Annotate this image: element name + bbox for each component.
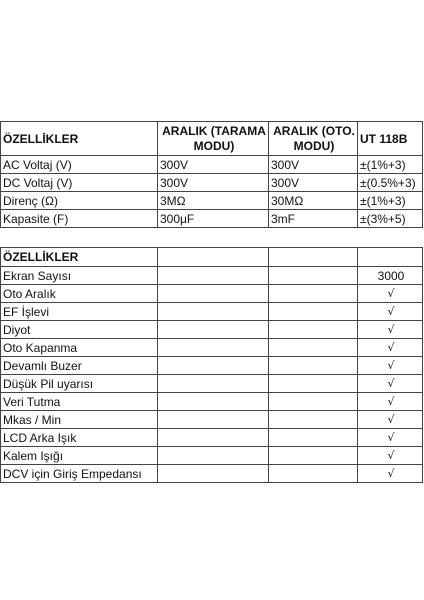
check-mark: √ (358, 303, 423, 321)
check-mark: √ (358, 465, 423, 483)
feature-label: Mkas / Min (1, 411, 158, 429)
empty-cell (158, 393, 269, 411)
accuracy-value: ±(1%+3) (358, 192, 423, 210)
accuracy-value: ±(0.5%+3) (358, 174, 423, 192)
header-range-auto: ARALIK (OTO. MODU) (269, 122, 358, 156)
empty-cell (269, 303, 358, 321)
range-auto-value: 300V (269, 156, 358, 174)
empty-cell (158, 285, 269, 303)
header-model: UT 118B (358, 122, 423, 156)
check-mark: √ (358, 393, 423, 411)
header-range-scan: ARALIK (TARAMA MODU) (158, 122, 269, 156)
table-row (1, 429, 423, 447)
table-row (1, 321, 423, 339)
empty-cell (269, 267, 358, 285)
table-row (1, 465, 423, 483)
empty-cell (269, 411, 358, 429)
table-header-row (1, 248, 423, 267)
feature-label: Diyot (1, 321, 158, 339)
empty-cell (158, 248, 269, 267)
range-auto-value: 300V (269, 174, 358, 192)
specs-range-table (0, 121, 423, 228)
accuracy-value: ±(3%+5) (358, 210, 423, 228)
table-header-row (1, 122, 423, 156)
empty-cell (158, 375, 269, 393)
check-mark: √ (358, 411, 423, 429)
empty-cell (269, 321, 358, 339)
feature-value: 3000 (358, 267, 423, 285)
feature-label: Kalem Işığı (1, 447, 158, 465)
table-row (1, 393, 423, 411)
table-row (1, 357, 423, 375)
header-features: ÖZELLİKLER (1, 122, 158, 156)
feature-label: Ekran Sayısı (1, 267, 158, 285)
table-row (1, 303, 423, 321)
empty-cell (269, 429, 358, 447)
range-scan-value: 3MΩ (158, 192, 269, 210)
empty-cell (269, 339, 358, 357)
accuracy-value: ±(1%+3) (358, 156, 423, 174)
range-scan-value: 300V (158, 174, 269, 192)
feature-label: Devamlı Buzer (1, 357, 158, 375)
table-row (1, 447, 423, 465)
feature-label: Düşük Pil uyarısı (1, 375, 158, 393)
empty-cell (269, 447, 358, 465)
table-row (1, 267, 423, 285)
empty-cell (158, 321, 269, 339)
check-mark: √ (358, 429, 423, 447)
table-row (1, 174, 423, 192)
range-scan-value: 300V (158, 156, 269, 174)
range-auto-value: 30MΩ (269, 192, 358, 210)
empty-cell (158, 465, 269, 483)
range-scan-value: 300μF (158, 210, 269, 228)
check-mark: √ (358, 285, 423, 303)
table-row (1, 411, 423, 429)
row-label: DC Voltaj (V) (1, 174, 158, 192)
feature-label: DCV için Giriş Empedansı (1, 465, 158, 483)
empty-cell (158, 357, 269, 375)
empty-cell (269, 375, 358, 393)
row-label: AC Voltaj (V) (1, 156, 158, 174)
table-row (1, 339, 423, 357)
feature-label: Oto Kapanma (1, 339, 158, 357)
empty-cell (269, 285, 358, 303)
table-row (1, 285, 423, 303)
empty-cell (269, 393, 358, 411)
range-auto-value: 3mF (269, 210, 358, 228)
empty-cell (158, 429, 269, 447)
empty-cell (358, 248, 423, 267)
table-row (1, 192, 423, 210)
feature-label: EF İşlevi (1, 303, 158, 321)
feature-label: Oto Aralık (1, 285, 158, 303)
row-label: Direnç (Ω) (1, 192, 158, 210)
check-mark: √ (358, 321, 423, 339)
table-row (1, 156, 423, 174)
empty-cell (158, 267, 269, 285)
row-label: Kapasite (F) (1, 210, 158, 228)
table-row (1, 375, 423, 393)
header-features: ÖZELLİKLER (1, 248, 158, 267)
check-mark: √ (358, 357, 423, 375)
check-mark: √ (358, 447, 423, 465)
feature-label: Veri Tutma (1, 393, 158, 411)
feature-label: LCD Arka Işık (1, 429, 158, 447)
empty-cell (158, 411, 269, 429)
empty-cell (269, 465, 358, 483)
empty-cell (269, 248, 358, 267)
empty-cell (158, 339, 269, 357)
table-row (1, 210, 423, 228)
features-table (0, 247, 423, 483)
empty-cell (158, 447, 269, 465)
empty-cell (158, 303, 269, 321)
check-mark: √ (358, 339, 423, 357)
empty-cell (269, 357, 358, 375)
check-mark: √ (358, 375, 423, 393)
